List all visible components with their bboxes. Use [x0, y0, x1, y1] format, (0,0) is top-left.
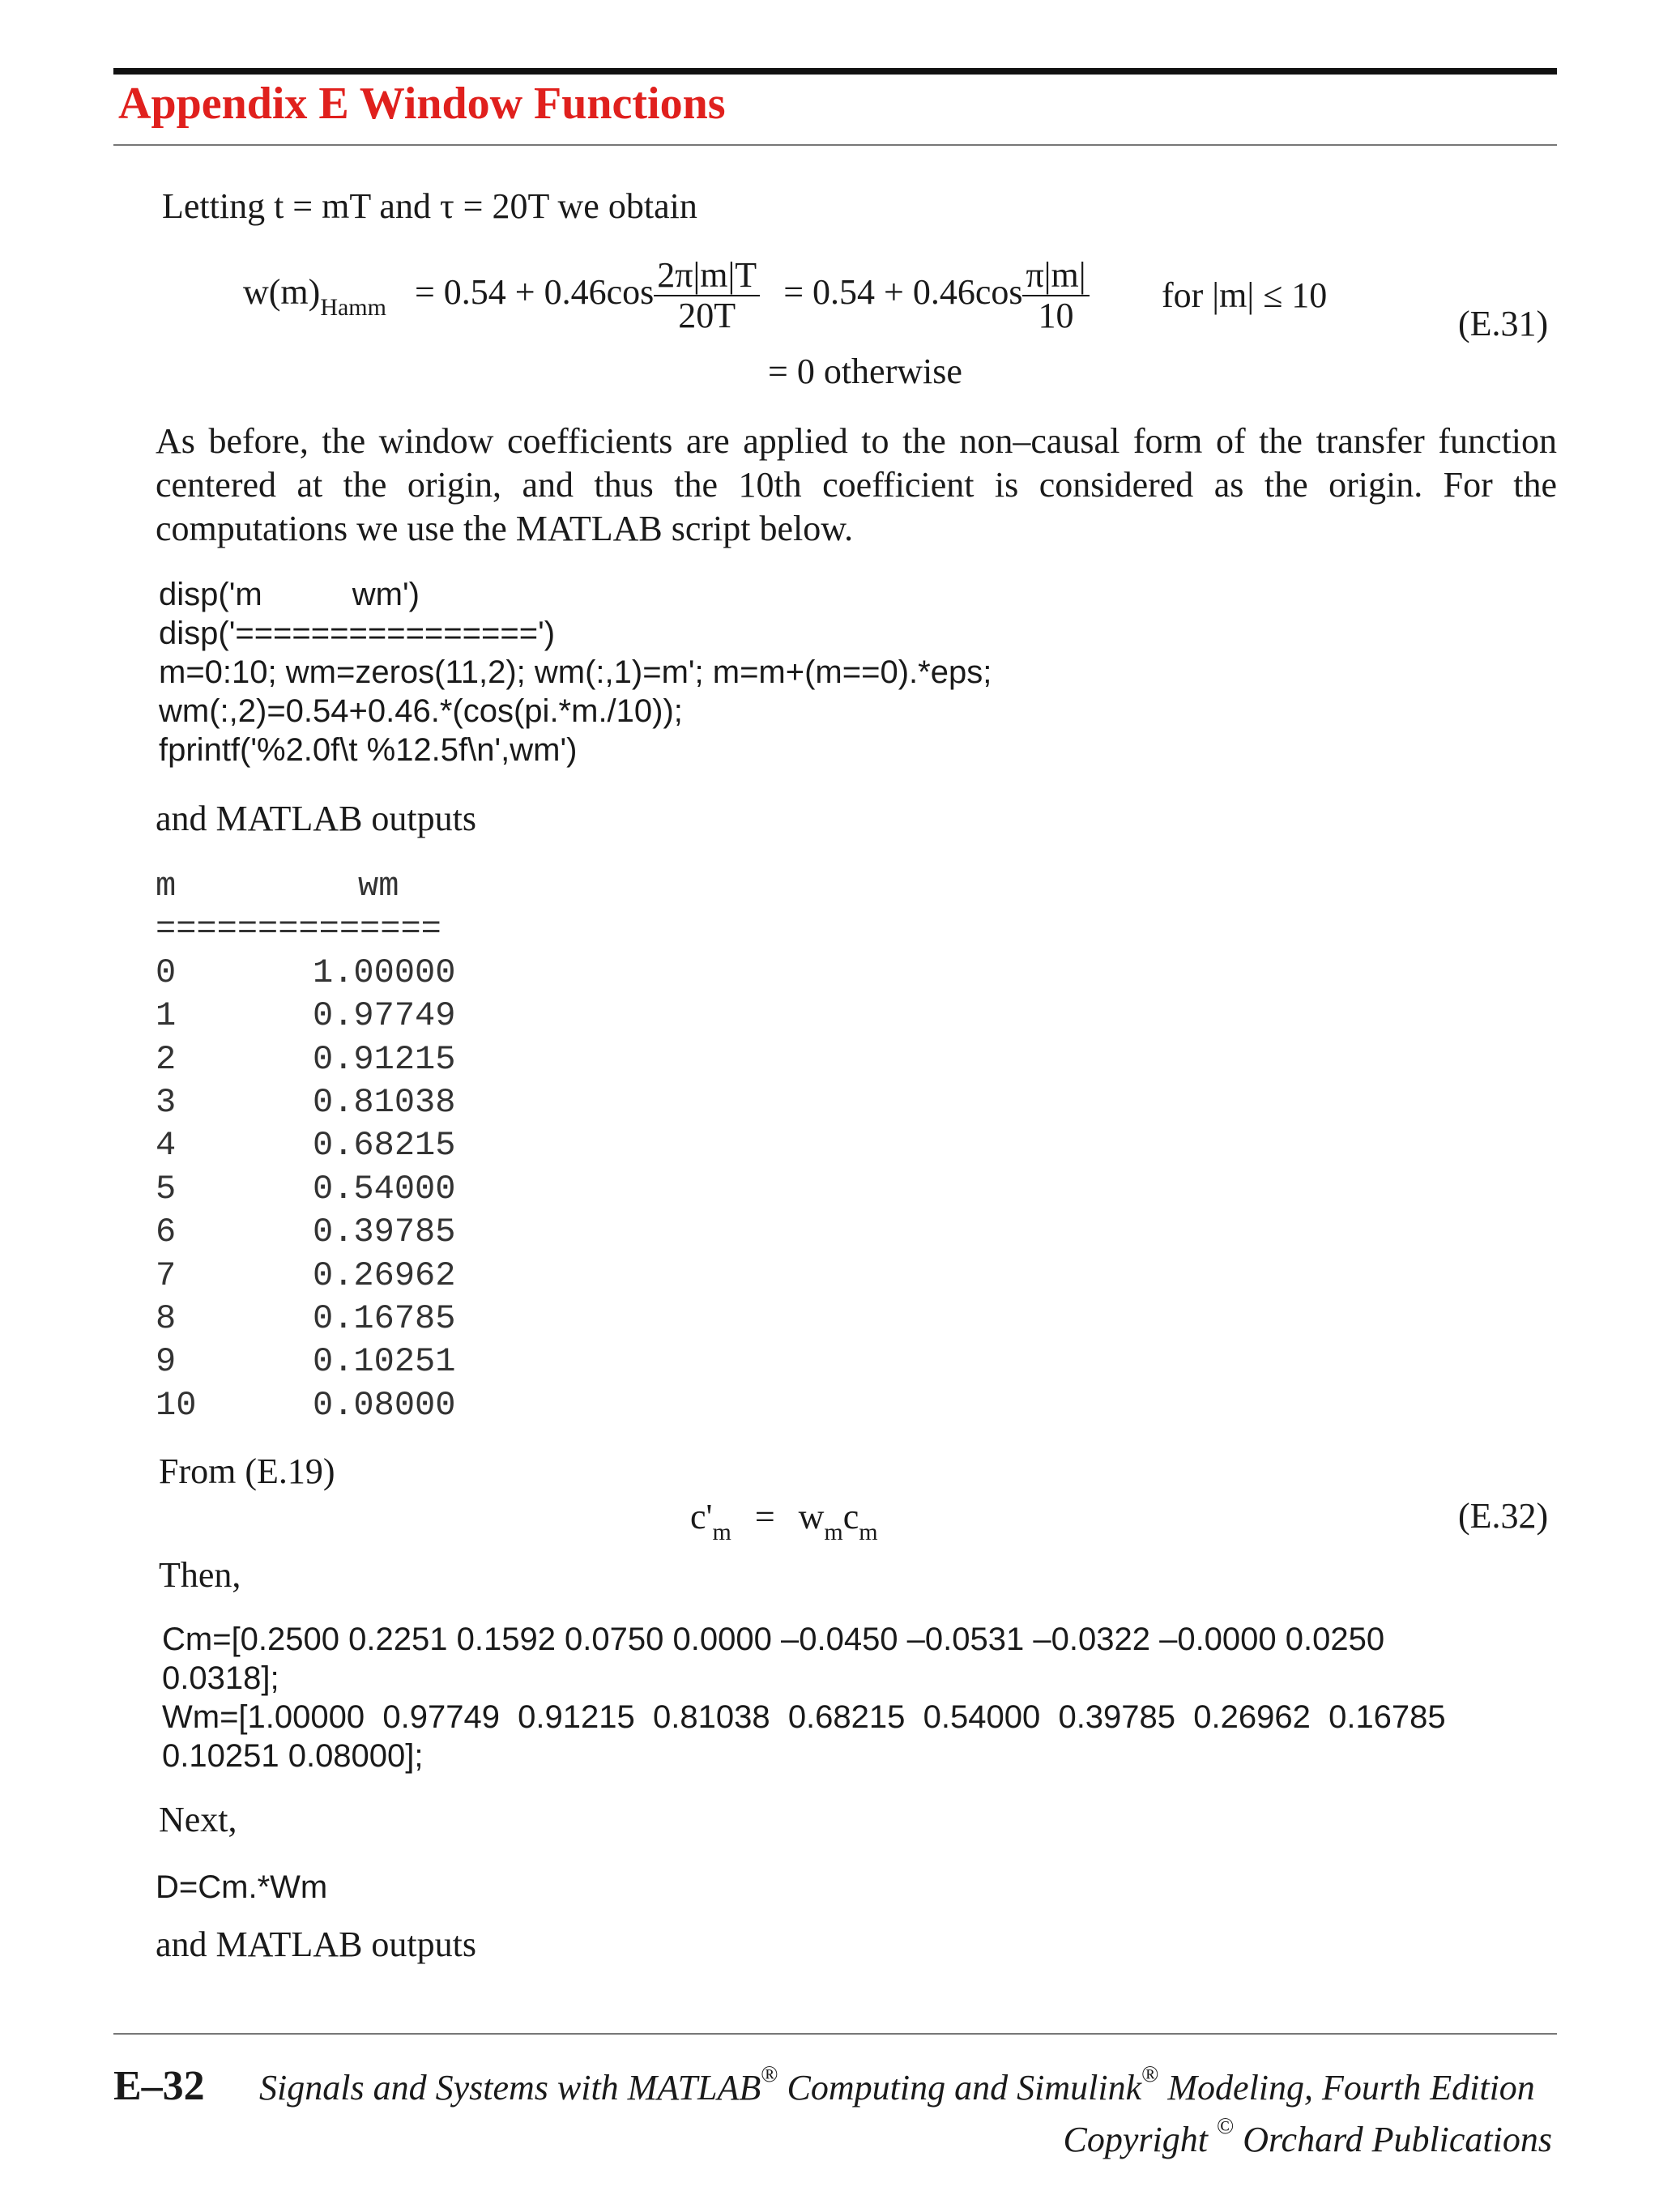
equation-e32: $c'_m = w_mc_m$	[690, 1497, 878, 1545]
eq31-condition: for |m| ≤ 10	[1162, 275, 1328, 315]
script2-line: Cm=[0.2500 0.2251 0.1592 0.0750 0.0000 –0.0450 –0.0531 –0.0322 –0.0000 0.0250	[162, 1622, 1385, 1657]
eq32-label: (E.32)	[1458, 1496, 1549, 1536]
eq31-lhs: $w(m)_{Hamm}$	[243, 272, 386, 322]
header-bottom-rule	[113, 144, 1557, 146]
row-m: 3	[156, 1082, 177, 1122]
table-row	[156, 1081, 456, 1124]
page-heading: Appendix E Window Functions	[118, 79, 726, 129]
eq31-otherwise: = 0 otherwise	[768, 352, 962, 391]
intro-text: Letting t = mT and τ = 20T we obtain	[162, 186, 697, 226]
header-top-rule	[113, 68, 1557, 75]
page-number: E–32	[113, 2063, 205, 2109]
copyright-line: Copyright © Orchard Publications	[1063, 2114, 1552, 2159]
row-m: 10	[156, 1385, 197, 1425]
script2-line: Wm=[1.00000 0.97749 0.91215 0.81038 0.68215 0.54000 0.39785 0.26962 0.16785	[162, 1699, 1446, 1735]
body-paragraph: As before, the window coefficients are applied to the non–causal form of the transfer function centered at the origin, and thus the 10th coefficient is considered as the origin. For the computations we use the MATLAB script below.	[156, 421, 1557, 548]
script1-line: disp('================')	[159, 616, 556, 651]
script1-line: disp('m wm')	[159, 577, 420, 612]
row-m: 8	[156, 1298, 177, 1338]
matlab-script-3: D=Cm.*Wm	[156, 1869, 328, 1905]
table-separator: ==============	[156, 910, 441, 949]
table-row	[156, 995, 456, 1038]
table-row	[156, 1340, 456, 1383]
row-m: 9	[156, 1342, 177, 1382]
row-wm: 0.26962	[313, 1255, 456, 1295]
table-row	[156, 1298, 456, 1340]
table-header	[156, 865, 441, 908]
row-m: 1	[156, 996, 177, 1036]
row-wm: 0.16785	[313, 1298, 456, 1338]
table-rows	[156, 952, 456, 1427]
row-wm: 0.54000	[313, 1169, 456, 1208]
then-text: Then,	[159, 1555, 241, 1595]
table-row	[156, 1255, 456, 1298]
row-m: 0	[156, 953, 177, 992]
output-table	[156, 865, 456, 1427]
eq31-fraction-2: $\frac{\pi|m|}{10}$	[1022, 256, 1089, 335]
row-wm: 0.81038	[313, 1082, 456, 1122]
footer-rule	[113, 2033, 1557, 2035]
row-wm: 0.91215	[313, 1039, 456, 1079]
row-m: 6	[156, 1213, 177, 1252]
script2-line: 0.10251 0.08000];	[162, 1738, 424, 1774]
row-wm: 0.97749	[313, 996, 456, 1036]
script1-line: fprintf('%2.0f\t %12.5f\n',wm')	[159, 732, 578, 768]
row-m: 7	[156, 1255, 177, 1295]
script1-line: wm(:,2)=0.54+0.46.*(cos(pi.*m./10));	[159, 693, 683, 729]
from-text: From (E.19)	[159, 1451, 335, 1491]
script2-line: 0.0318];	[162, 1660, 279, 1696]
row-wm: 0.39785	[313, 1213, 456, 1252]
script1-line: m=0:10; wm=zeros(11,2); wm(:,1)=m'; m=m+(m==0).*eps;	[159, 654, 992, 690]
table-row	[156, 1211, 456, 1254]
eq31-part2: = 0.54 + 0.46cos	[783, 272, 1023, 313]
header-wm: wm	[358, 867, 399, 906]
matlab-script-2	[162, 1620, 1446, 1775]
table-row	[156, 1384, 456, 1427]
row-m: 4	[156, 1126, 177, 1166]
eq31-label: (E.31)	[1458, 304, 1549, 343]
table-row	[156, 1038, 456, 1081]
row-m: 5	[156, 1169, 177, 1208]
table-row	[156, 1168, 456, 1211]
table-row	[156, 952, 456, 995]
and-matlab-outputs-2: and MATLAB outputs	[156, 1924, 476, 1964]
row-wm: 0.68215	[313, 1126, 456, 1166]
equation-e31	[243, 256, 1090, 335]
row-wm: 0.08000	[313, 1385, 456, 1425]
table-row	[156, 1124, 456, 1167]
eq31-fraction-1: $\frac{2\pi|m|T}{20T}$	[654, 256, 760, 335]
eq31-part1: = 0.54 + 0.46cos	[414, 272, 655, 313]
book-title: Signals and Systems with MATLAB® Computing and Simulink® Modeling, Fourth Edition	[259, 2062, 1535, 2108]
next-text: Next,	[159, 1800, 237, 1839]
row-wm: 0.10251	[313, 1342, 456, 1382]
row-m: 2	[156, 1039, 177, 1079]
header-m: m	[156, 867, 177, 906]
matlab-script-1	[159, 575, 992, 769]
row-wm: 1.00000	[313, 953, 456, 992]
and-matlab-outputs-1: and MATLAB outputs	[156, 799, 476, 838]
